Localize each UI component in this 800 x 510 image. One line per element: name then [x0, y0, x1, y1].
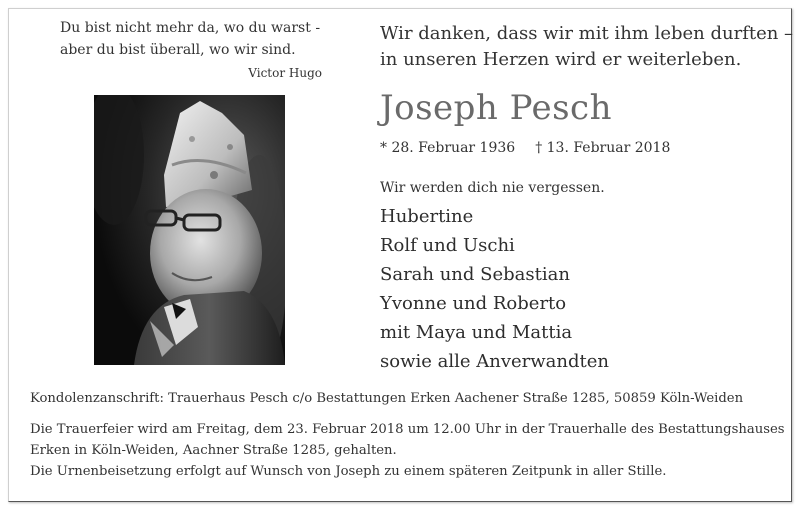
mourner-item: sowie alle Anverwandten — [380, 351, 609, 372]
thanks-block — [380, 21, 794, 73]
birth-date: * 28. Februar 1936 — [380, 140, 516, 156]
mourner-item: Sarah und Sebastian — [380, 264, 570, 285]
thanks-line-2: in unseren Herzen wird er weiterleben. — [380, 49, 742, 70]
ceremony-line-1: Die Trauerfeier wird am Freitag, dem 23. Februar 2018 um 12.00 Uhr in der Trauerhalle des Bestattungshauses — [30, 422, 785, 437]
quote-line-2: aber du bist überall, wo wir sind. — [60, 42, 296, 58]
mourners-list — [380, 202, 609, 376]
farewell-line: Wir werden dich nie vergessen. — [380, 180, 605, 196]
quote-block — [60, 17, 332, 82]
mourner-item: mit Maya und Mattia — [380, 322, 573, 343]
thanks-line-1: Wir danken, dass wir mit ihm leben durften – — [380, 23, 794, 44]
quote-author: Victor Hugo — [248, 66, 322, 80]
ceremony-info — [30, 419, 785, 482]
portrait-photo-icon — [94, 95, 285, 365]
ceremony-line-3: Die Urnenbeisetzung erfolgt auf Wunsch von Joseph zu einem späteren Zeitpunk in aller Stille. — [30, 464, 667, 479]
life-dates — [380, 138, 670, 158]
quote-line-1: Du bist nicht mehr da, wo du warst - — [60, 20, 321, 36]
death-date: † 13. Februar 2018 — [535, 140, 671, 156]
condolence-address: Kondolenzanschrift: Trauerhaus Pesch c/o Bestattungen Erken Aachener Straße 1285, 50859 Köln-Weiden — [30, 391, 744, 406]
portrait-photo — [94, 95, 285, 365]
mourner-item: Hubertine — [380, 206, 474, 227]
mourner-item: Yvonne und Roberto — [380, 293, 567, 314]
ceremony-line-2: Erken in Köln-Weiden, Aachner Straße 1285, gehalten. — [30, 443, 397, 458]
deceased-name: Joseph Pesch — [380, 88, 612, 128]
mourner-item: Rolf und Uschi — [380, 235, 515, 256]
